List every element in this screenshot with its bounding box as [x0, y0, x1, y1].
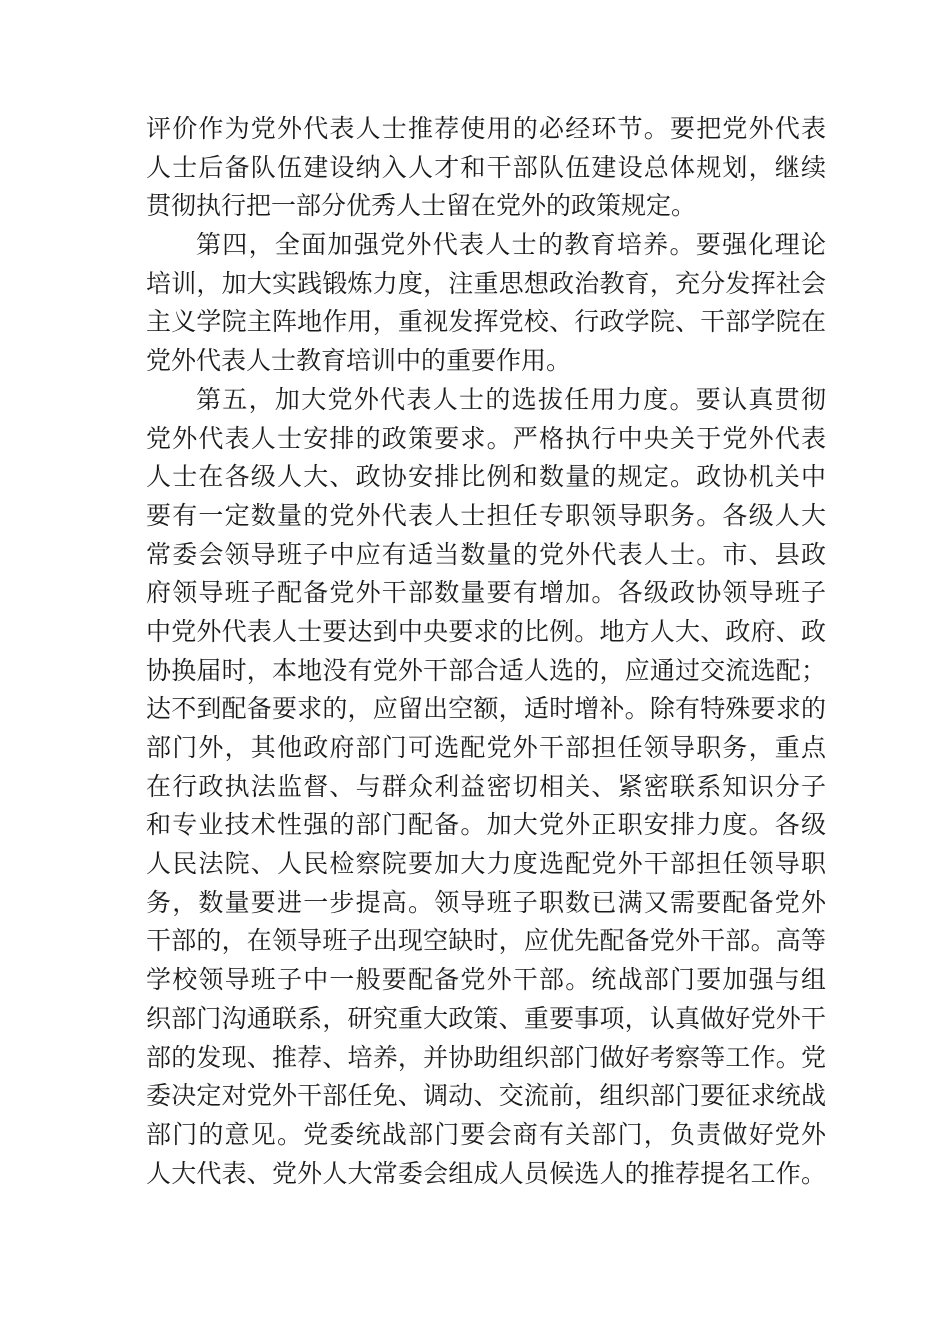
text-line: 人民法院、人民检察院要加大力度选配党外干部担任领导职: [146, 849, 826, 879]
text-line: 委决定对党外干部任免、调动、交流前，组织部门要征求统战: [146, 1081, 826, 1111]
text-line: 党外代表人士安排的政策要求。严格执行中央关于党外代表: [146, 423, 826, 453]
text-line: 培训，加大实践锻炼力度，注重思想政治教育，充分发挥社会: [146, 268, 826, 298]
text-line: 和专业技术性强的部门配备。加大党外正职安排力度。各级: [146, 810, 826, 840]
text-line: 贯彻执行把一部分优秀人士留在党外的政策规定。: [146, 191, 697, 221]
document-page: [146, 110, 826, 1193]
text-line: 要有一定数量的党外代表人士担任专职领导职务。各级人大: [146, 500, 826, 530]
text-line: 中党外代表人士要达到中央要求的比例。地方人大、政府、政: [146, 616, 826, 646]
text-line: 主义学院主阵地作用，重视发挥党校、行政学院、干部学院在: [146, 307, 826, 337]
text-line: 达不到配备要求的，应留出空额，适时增补。除有特殊要求的: [146, 694, 826, 724]
text-line: 协换届时，本地没有党外干部合适人选的，应通过交流选配；: [146, 655, 826, 685]
text-line: 部门的意见。党委统战部门要会商有关部门，负责做好党外: [146, 1119, 826, 1149]
text-line: 在行政执法监督、与群众利益密切相关、紧密联系知识分子: [146, 771, 826, 801]
text-line: 第五，加大党外代表人士的选拔任用力度。要认真贯彻: [196, 384, 826, 414]
text-line: 织部门沟通联系，研究重大政策、重要事项，认真做好党外干: [146, 1003, 826, 1033]
text-line: 人大代表、党外人大常委会组成人员候选人的推荐提名工作。: [146, 1158, 826, 1188]
text-line: 评价作为党外代表人士推荐使用的必经环节。要把党外代表: [146, 114, 826, 143]
text-line: 务，数量要进一步提高。领导班子职数已满又需要配备党外: [146, 887, 826, 917]
text-line: 第四，全面加强党外代表人士的教育培养。要强化理论: [196, 230, 826, 260]
text-line: 府领导班子配备党外干部数量要有增加。各级政协领导班子: [146, 578, 826, 608]
text-line: 人士在各级人大、政协安排比例和数量的规定。政协机关中: [146, 462, 826, 492]
text-line: 党外代表人士教育培训中的重要作用。: [146, 346, 572, 376]
text-line: 常委会领导班子中应有适当数量的党外代表人士。市、县政: [146, 539, 826, 569]
text-line: 人士后备队伍建设纳入人才和干部队伍建设总体规划，继续: [146, 152, 826, 182]
text-line: 学校领导班子中一般要配备党外干部。统战部门要加强与组: [146, 965, 826, 995]
text-line: 部门外，其他政府部门可选配党外干部担任领导职务，重点: [146, 733, 826, 762]
text-line: 部的发现、推荐、培养，并协助组织部门做好考察等工作。党: [146, 1042, 826, 1072]
text-line: 干部的，在领导班子出现空缺时，应优先配备党外干部。高等: [146, 926, 826, 956]
